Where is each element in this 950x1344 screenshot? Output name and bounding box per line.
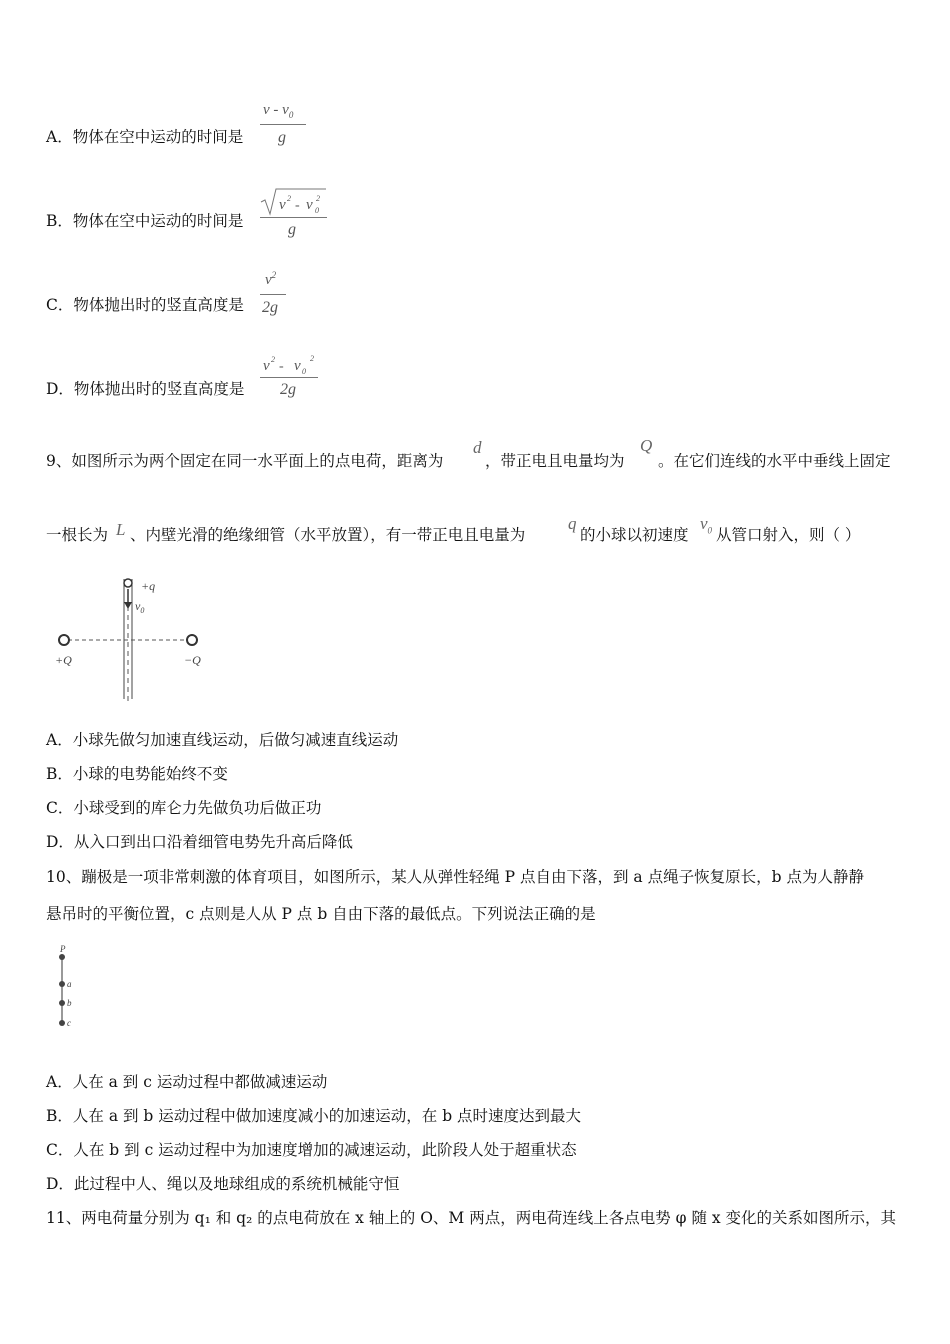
q11-text-line1: 11、两电荷量分别为 q₁ 和 q₂ 的点电荷放在 x 轴上的 O、M 两点，两电荷连线上各点电势 φ 随 x 变化的关系如图所示，其 [46,1209,897,1227]
svg-text:-: - [279,359,284,374]
svg-text:2: 2 [310,354,314,363]
label-p: P [60,944,66,954]
ball [124,579,132,587]
q9-text-line2-c: 的小球以初速度 [580,526,689,544]
q10-option-c: C．人在 b 到 c 运动过程中为加速度增加的减速运动，此阶段人处于超重状态 [46,1141,577,1159]
fraction-d-numerator [260,352,324,378]
svg-text:0: 0 [302,367,306,376]
label-a: a [67,979,72,989]
q10-text-line1: 10、蹦极是一项非常刺激的体育项目，如图所示，某人从弹性轻绳 P 点自由下落，到 a 点绳子恢复原长，b 点为人静静 [46,868,864,886]
point-b [59,1000,65,1006]
svg-text:v: v [306,197,313,213]
svg-text:v: v [263,358,270,374]
sqrt-symbol [260,186,330,216]
fraction-b-denominator: g [288,221,296,238]
q9-option-a: A．小球先做匀加速直线运动，后做匀减速直线运动 [46,731,399,749]
right-charge [187,635,197,645]
point-a [59,981,65,987]
svg-text:-: - [295,198,300,213]
q9-text-line2-b: 、内壁光滑的绝缘细管（水平放置），有一带正电且电量为 [130,526,526,544]
left-charge [59,635,69,645]
q10-option-a: A．人在 a 到 c 运动过程中都做减速运动 [46,1073,328,1091]
svg-text:2: 2 [271,355,275,364]
q9-text-line1-b: ，带正电且电量均为 [485,452,625,470]
q9-symbol-L: L [116,520,126,539]
q9-symbol-Q: Q [640,436,653,455]
fraction-c-denominator: 2g [262,299,278,316]
fraction-a-denominator: g [278,129,286,146]
option-b-text: B．物体在空中运动的时间是 [46,212,244,230]
q10-option-d: D．此过程中人、绳以及地球组成的系统机械能守恒 [46,1175,400,1193]
q9-symbol-d: d [473,438,482,457]
svg-text:0: 0 [315,206,319,215]
q9-text-line2-d: 从管口射入，则（ ） [716,526,861,544]
fraction-c-numerator: $v^2$ [265,270,277,288]
q9-option-b: B．小球的电势能始终不变 [46,765,228,783]
svg-text:2: 2 [287,194,291,203]
label-v0: $v_0$ [135,599,145,615]
label-minus-Q: −Q [184,653,201,667]
q9-text-line2-a: 一根长为 [46,526,109,544]
velocity-arrow [124,602,132,609]
label-c: c [67,1018,71,1028]
q9-option-d: D．从入口到出口沿着细管电势先升高后降低 [46,833,353,851]
svg-text:v: v [279,197,286,213]
q9-symbol-v0: $v_0$ [700,514,713,536]
svg-text:2: 2 [316,194,320,203]
q9-text-line1-a: 9、如图所示为两个固定在同一水平面上的点电荷，距离为 [46,452,444,470]
q10-bungee-figure [52,942,92,1032]
q9-option-c: C．小球受到的库仑力先做负功后做正功 [46,799,322,817]
point-p [59,954,65,960]
fraction-a-numerator: v - $v_0$ [263,102,294,120]
fraction-d-denominator: 2g [280,381,296,398]
label-plus-q: +q [141,579,156,593]
q10-option-b: B．人在 a 到 b 运动过程中做加速度减小的加速运动，在 b 点时速度达到最大 [46,1107,582,1125]
label-plus-Q: +Q [55,653,72,667]
q9-text-line1-c: 。在它们连线的水平中垂线上固定 [658,452,891,470]
option-d-text: D．物体抛出时的竖直高度是 [46,380,245,398]
label-b: b [67,998,72,1008]
svg-text:v: v [294,358,301,374]
q9-symbol-q: q [568,514,577,533]
option-c-text: C．物体抛出时的竖直高度是 [46,296,244,314]
q9-tube-figure [50,575,220,710]
option-a-text: A．物体在空中运动的时间是 [46,128,244,146]
point-c [59,1020,65,1026]
q10-text-line2: 悬吊时的平衡位置，c 点则是人从 P 点 b 自由下落的最低点。下列说法正确的是 [46,905,596,923]
